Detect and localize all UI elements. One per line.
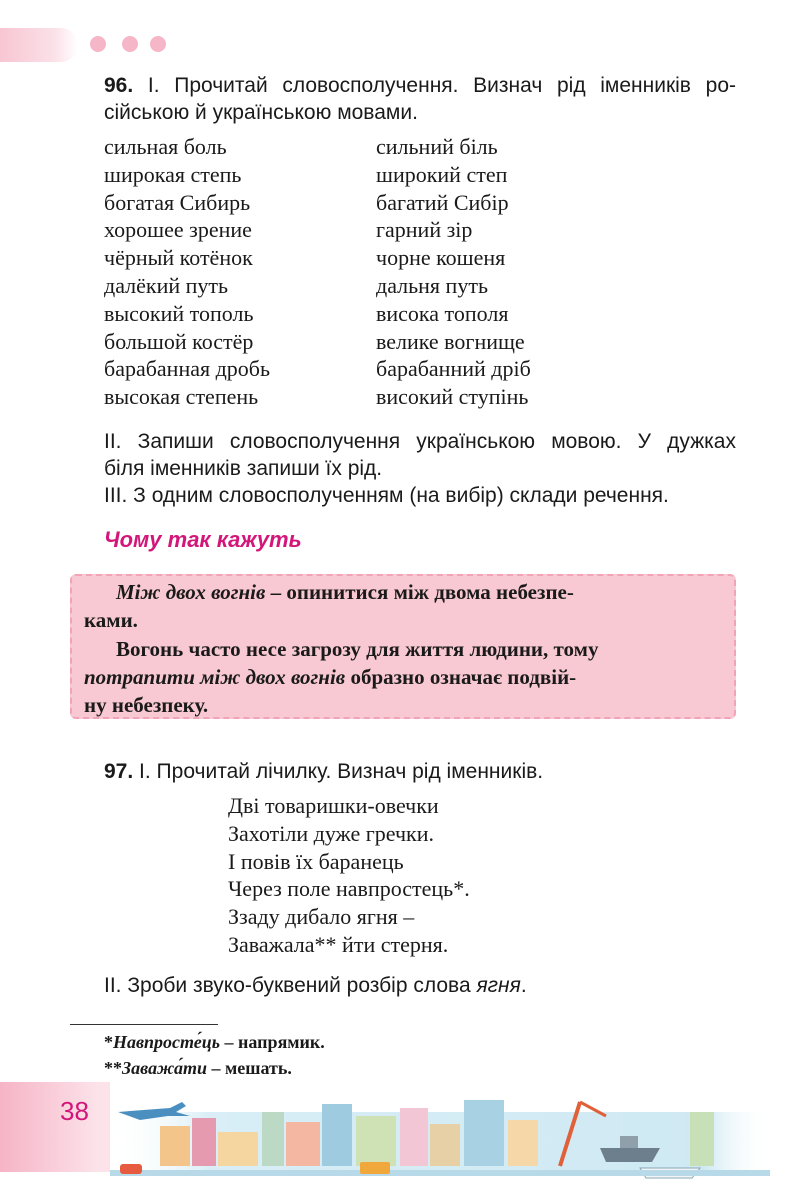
task-word: ягня — [476, 974, 521, 997]
phrase: багатий Сибір — [376, 189, 509, 215]
exercise-96-task-2 — [104, 428, 736, 482]
idiom-line: ну небезпеку. — [84, 693, 209, 717]
idiom-phrase: потрапити між двох вогнів — [84, 665, 346, 689]
phrase: широкая степь — [104, 161, 242, 187]
poem-line: Через поле навпростець*. — [228, 876, 470, 902]
exercise-97-task-2 — [104, 972, 527, 999]
exercise-96-task-3: III. З одним словосполученням (на вибір) склади речення. — [104, 484, 669, 507]
footnote-word: Заважа́ти — [122, 1058, 207, 1078]
section-title: Чому так кажуть — [104, 527, 302, 552]
idiom-text: – опинитися між двома небезпе- — [265, 580, 574, 604]
car-icon — [120, 1164, 142, 1174]
exercise-96-title — [104, 72, 736, 126]
exercise-number: 96. — [104, 74, 134, 97]
idiom-line — [84, 665, 576, 690]
corner-decoration — [0, 28, 78, 62]
phrase: барабанная дробь — [104, 356, 271, 382]
phrase: сильная боль — [104, 134, 227, 159]
decor-dot — [122, 36, 138, 52]
idiom-line: ками. — [84, 608, 138, 632]
phrase: гарний зір — [376, 217, 473, 243]
phrase: велике вогнище — [376, 328, 525, 354]
footnote — [104, 1032, 325, 1053]
phrase: высокая степень — [104, 384, 259, 410]
bus-icon — [360, 1162, 390, 1174]
phrase: далёкий путь — [104, 272, 229, 298]
footnote-divider — [70, 1024, 218, 1025]
phrase: большой костёр — [104, 328, 254, 354]
phrase: високий ступінь — [376, 384, 529, 410]
poem-line: І повів їх баранець — [228, 848, 404, 874]
phrase: широкий степ — [376, 161, 508, 187]
phrase: висока тополя — [376, 300, 509, 326]
footnote-mark: ** — [104, 1058, 122, 1078]
task-text: II. Запиши словосполучення українською мовою. У дужках — [104, 430, 736, 453]
city-illustration — [0, 1082, 800, 1182]
exercise-text: I. Прочитай лічилку. Визнач рід іменників. — [133, 760, 544, 783]
exercise-97-title — [104, 758, 543, 785]
footnote-word: Навпросте́ць — [113, 1032, 221, 1052]
phrase: богатая Сибирь — [104, 189, 251, 215]
phrase: хорошее зрение — [104, 217, 252, 243]
task-text: . — [520, 974, 527, 997]
poem-line: Заважала** йти стерня. — [228, 931, 449, 957]
poem — [228, 792, 470, 959]
ukrainian-phrases-column — [376, 133, 531, 411]
footnote — [104, 1058, 292, 1079]
exercise-text: I. Прочитай словосполучення. Визнач рід іменників ро- — [147, 74, 736, 97]
poem-line: Ззаду дибало ягня – — [228, 904, 415, 930]
poem-line: Дві товаришки-овечки — [228, 793, 439, 818]
decor-dot — [150, 36, 166, 52]
idiom-line: Вогонь часто несе загрозу для життя людини, тому — [116, 637, 599, 661]
poem-line: Захотіли дуже гречки. — [228, 820, 434, 846]
idiom-line — [116, 580, 574, 605]
phrase: чёрный котёнок — [104, 245, 253, 271]
russian-phrases-column — [104, 133, 270, 411]
exercise-text: сійською й українською мовами. — [104, 101, 418, 124]
phrase: сильний біль — [376, 134, 498, 159]
task-text: II. Зроби звуко-буквений розбір слова — [104, 974, 477, 997]
task-text: біля іменників запиши їх рід. — [104, 457, 383, 480]
decor-dot — [90, 36, 106, 52]
phrase: дальня путь — [376, 272, 488, 298]
footnote-text: – напрямик. — [220, 1032, 325, 1052]
idiom-phrase: Між двох вогнів — [116, 580, 266, 604]
exercise-number: 97. — [104, 760, 134, 783]
phrase: высокий тополь — [104, 300, 254, 326]
phrase: чорне кошеня — [376, 245, 506, 271]
page-number: 38 — [60, 1096, 89, 1126]
phrase: барабанний дріб — [376, 356, 531, 382]
footnote-text: – мешать. — [207, 1058, 292, 1078]
idiom-text: образно означає подвій- — [345, 665, 577, 689]
footnote-mark: * — [104, 1032, 113, 1052]
